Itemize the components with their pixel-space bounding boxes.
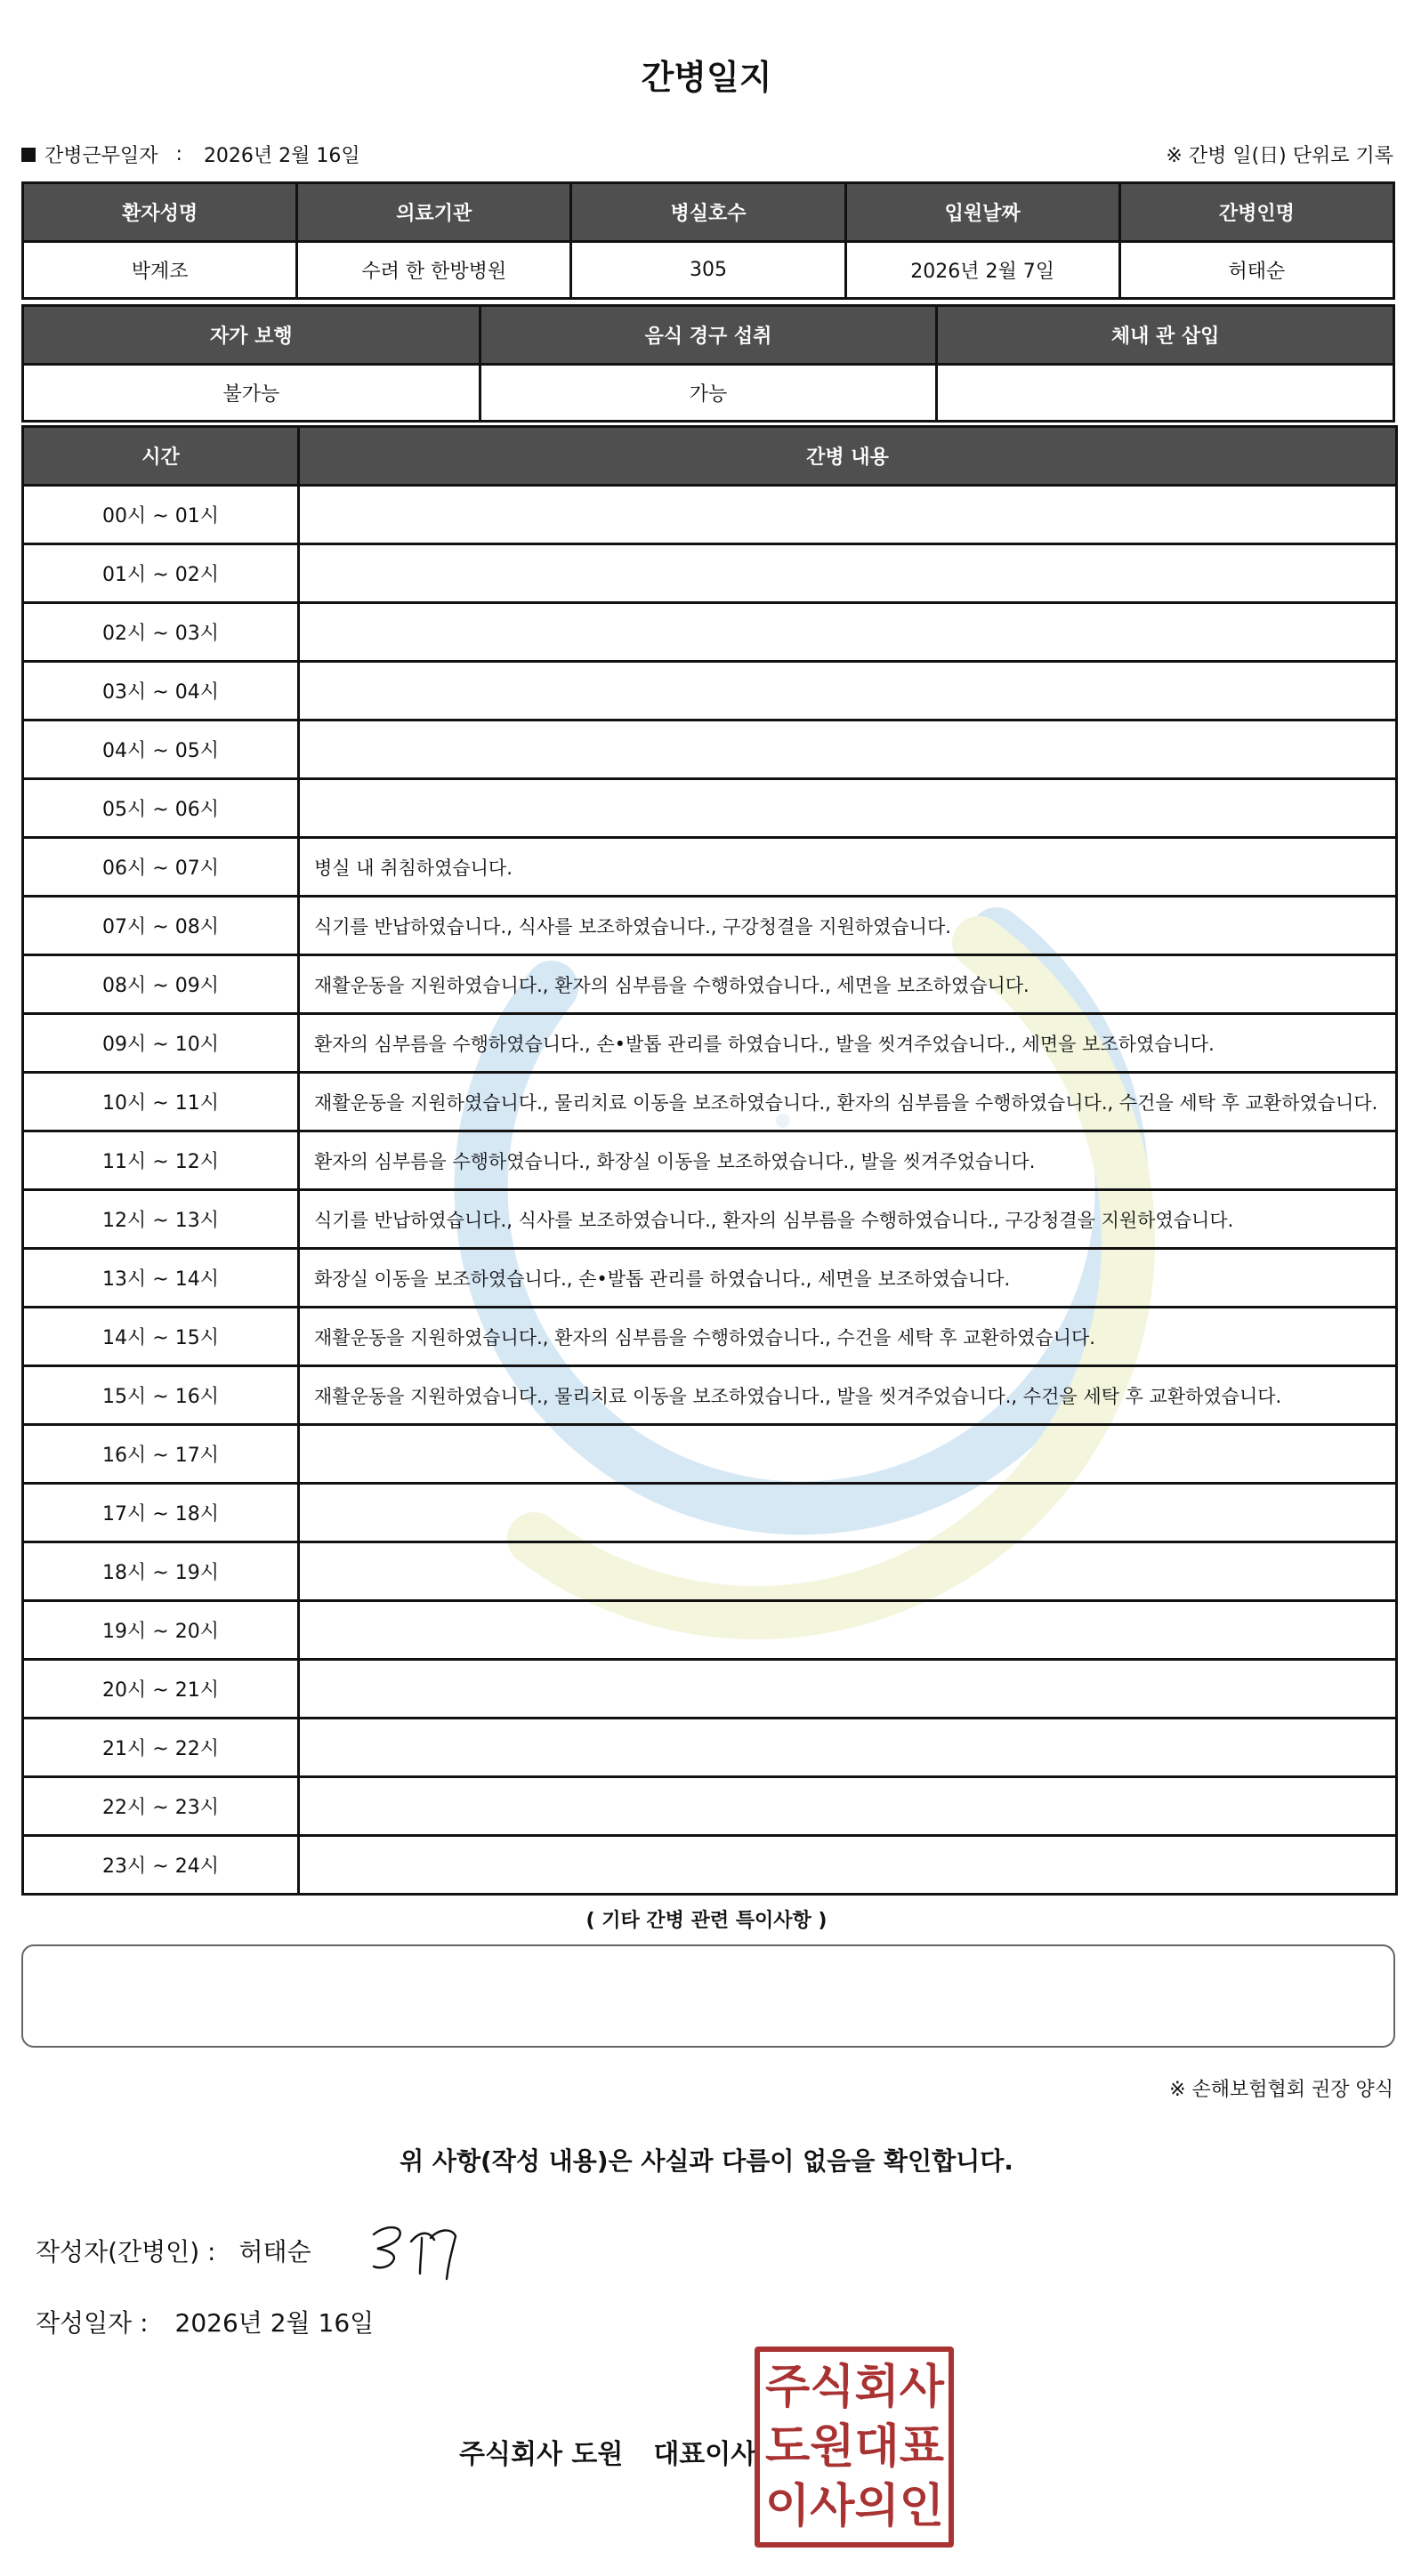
header-patient-name: 환자성명 (23, 183, 297, 242)
care-note (299, 603, 1397, 662)
care-note (299, 1719, 1397, 1777)
company-signature-line (459, 2432, 756, 2471)
care-note (299, 1777, 1397, 1836)
seal-character: 이 (765, 2480, 811, 2534)
time-slot: 08시 ~ 09시 (23, 955, 299, 1014)
care-log-row (23, 1249, 1397, 1308)
colon: : (175, 143, 182, 165)
care-log-row (23, 1131, 1397, 1190)
care-log-row (23, 1308, 1397, 1366)
care-log-row (23, 1777, 1397, 1836)
care-note: 병실 내 취침하였습니다. (299, 838, 1397, 897)
written-date-value: 2026년 2월 16일 (174, 2308, 375, 2338)
time-slot: 20시 ~ 21시 (23, 1660, 299, 1719)
care-note: 환자의 심부름을 수행하였습니다., 화장실 이동을 보조하였습니다., 발을 씻겨주었습니다. (299, 1131, 1397, 1190)
work-date-value: 2026년 2월 16일 (203, 145, 360, 167)
work-date-row (21, 141, 360, 168)
confirmation-statement: 위 사항(작성 내용)은 사실과 다름이 없음을 확인합니다. (400, 2146, 1013, 2176)
institution: 수려 한 한방병원 (297, 242, 571, 299)
care-note: 환자의 심부름을 수행하였습니다., 손•발톱 관리를 하였습니다., 발을 씻겨주었습니다., 세면을 보조하였습니다. (299, 1014, 1397, 1073)
care-note: 재활운동을 지원하였습니다., 환자의 심부름을 수행하였습니다., 세면을 보조하였습니다. (299, 955, 1397, 1014)
patient-name: 박계조 (23, 242, 297, 299)
seal-character: 의 (854, 2480, 900, 2534)
care-note (299, 779, 1397, 838)
care-note: 식기를 반납하였습니다., 식사를 보조하였습니다., 환자의 심부름을 수행하였습니다., 구강청결을 지원하였습니다. (299, 1190, 1397, 1249)
header-admission-date: 입원날짜 (845, 183, 1119, 242)
time-slot: 13시 ~ 14시 (23, 1249, 299, 1308)
time-slot: 21시 ~ 22시 (23, 1719, 299, 1777)
care-log-row (23, 1660, 1397, 1719)
care-log-row (23, 838, 1397, 897)
header-room: 병실호수 (571, 183, 845, 242)
time-slot: 05시 ~ 06시 (23, 779, 299, 838)
care-note (299, 1542, 1397, 1601)
care-note: 식기를 반납하였습니다., 식사를 보조하였습니다., 구강청결을 지원하였습니다. (299, 897, 1397, 955)
care-log-table (21, 425, 1398, 1896)
status-header-row (23, 306, 1394, 365)
time-slot: 17시 ~ 18시 (23, 1484, 299, 1542)
care-log-row (23, 1425, 1397, 1484)
care-log-row (23, 1366, 1397, 1425)
room-number: 305 (571, 242, 845, 299)
time-slot: 07시 ~ 08시 (23, 897, 299, 955)
care-log-row (23, 955, 1397, 1014)
care-log-row (23, 544, 1397, 603)
self-walking-value: 불가능 (23, 365, 480, 422)
seal-character: 사 (810, 2480, 855, 2534)
care-log-row (23, 1836, 1397, 1895)
time-slot: 00시 ~ 01시 (23, 486, 299, 544)
care-note (299, 544, 1397, 603)
care-log-row (23, 1014, 1397, 1073)
header-self-walking: 자가 보행 (23, 306, 480, 365)
status-value-row (23, 365, 1394, 422)
seal-character: 식 (810, 2360, 855, 2414)
care-log-row (23, 486, 1397, 544)
company-seal-stamp (755, 2347, 954, 2548)
seal-character: 인 (899, 2480, 944, 2534)
seal-character: 원 (810, 2419, 855, 2474)
time-slot: 18시 ~ 19시 (23, 1542, 299, 1601)
seal-character: 표 (899, 2419, 944, 2474)
care-log-row (23, 1073, 1397, 1131)
header-care-content: 간병 내용 (299, 427, 1397, 486)
time-slot: 03시 ~ 04시 (23, 662, 299, 720)
header-institution: 의료기관 (297, 183, 571, 242)
time-slot: 14시 ~ 15시 (23, 1308, 299, 1366)
care-note (299, 662, 1397, 720)
care-log-row (23, 779, 1397, 838)
written-date-row (36, 2304, 374, 2339)
writer-name: 허태순 (238, 2237, 311, 2266)
seal-character: 도 (765, 2419, 811, 2474)
time-slot: 04시 ~ 05시 (23, 720, 299, 779)
time-slot: 15시 ~ 16시 (23, 1366, 299, 1425)
patient-info-table (21, 181, 1395, 300)
care-note (299, 1660, 1397, 1719)
care-log-header-row (23, 427, 1397, 486)
care-note (299, 1836, 1397, 1895)
patient-info-header-row (23, 183, 1394, 242)
record-unit-note: ※ 간병 일(日) 단위로 기록 (1166, 145, 1393, 167)
care-log-row (23, 1190, 1397, 1249)
header-caregiver: 간병인명 (1119, 183, 1393, 242)
work-date-label: 간병근무일자 (44, 145, 158, 167)
written-date-label: 작성일자 : (36, 2308, 149, 2338)
time-slot: 09시 ~ 10시 (23, 1014, 299, 1073)
care-log-row (23, 1542, 1397, 1601)
care-log-row (23, 1484, 1397, 1542)
care-log-row (23, 662, 1397, 720)
time-slot: 02시 ~ 03시 (23, 603, 299, 662)
handwritten-signature (367, 2215, 464, 2286)
document-title: 간병일지 (641, 58, 772, 97)
time-slot: 01시 ~ 02시 (23, 544, 299, 603)
care-note: 재활운동을 지원하였습니다., 물리치료 이동을 보조하였습니다., 발을 씻겨주었습니다., 수건을 세탁 후 교환하였습니다. (299, 1366, 1397, 1425)
care-note (299, 1601, 1397, 1660)
care-note (299, 1425, 1397, 1484)
care-log-row (23, 897, 1397, 955)
writer-label: 작성자(간병인) : (36, 2237, 216, 2266)
special-notes-box (21, 1944, 1395, 2048)
care-note: 화장실 이동을 보조하였습니다., 손•발톱 관리를 하였습니다., 세면을 보조하였습니다. (299, 1249, 1397, 1308)
care-log-row (23, 603, 1397, 662)
care-note: 재활운동을 지원하였습니다., 환자의 심부름을 수행하였습니다., 수건을 세탁 후 교환하였습니다. (299, 1308, 1397, 1366)
tube-insertion-value (937, 365, 1394, 422)
oral-intake-value: 가능 (480, 365, 937, 422)
time-slot: 16시 ~ 17시 (23, 1425, 299, 1484)
header-tube-insertion: 체내 관 삽입 (937, 306, 1394, 365)
ceo-title: 대표이사 (653, 2439, 757, 2470)
patient-status-table (21, 304, 1395, 423)
patient-info-value-row (23, 242, 1394, 299)
care-log-row (23, 1601, 1397, 1660)
care-note (299, 720, 1397, 779)
seal-character: 대 (854, 2419, 900, 2474)
company-name: 주식회사 도원 (459, 2439, 624, 2470)
writer-row (36, 2233, 311, 2268)
header-time: 시간 (23, 427, 299, 486)
caregiver-name: 허태순 (1119, 242, 1393, 299)
seal-character: 주 (765, 2360, 811, 2414)
time-slot: 22시 ~ 23시 (23, 1777, 299, 1836)
square-bullet-icon (21, 148, 36, 162)
care-log-row (23, 1719, 1397, 1777)
care-note: 재활운동을 지원하였습니다., 물리치료 이동을 보조하였습니다., 환자의 심부름을 수행하였습니다., 수건을 세탁 후 교환하였습니다. (299, 1073, 1397, 1131)
time-slot: 19시 ~ 20시 (23, 1601, 299, 1660)
special-notes-title: ( 기타 간병 관련 특이사항 ) (585, 1910, 828, 1932)
seal-character: 회 (854, 2360, 900, 2414)
care-note (299, 486, 1397, 544)
seal-character: 사 (899, 2360, 944, 2414)
time-slot: 12시 ~ 13시 (23, 1190, 299, 1249)
time-slot: 11시 ~ 12시 (23, 1131, 299, 1190)
time-slot: 10시 ~ 11시 (23, 1073, 299, 1131)
care-log-row (23, 720, 1397, 779)
recommended-form-note: ※ 손해보험협회 권장 양식 (1169, 2079, 1393, 2101)
time-slot: 06시 ~ 07시 (23, 838, 299, 897)
care-note (299, 1484, 1397, 1542)
time-slot: 23시 ~ 24시 (23, 1836, 299, 1895)
admission-date: 2026년 2월 7일 (845, 242, 1119, 299)
header-oral-intake: 음식 경구 섭취 (480, 306, 937, 365)
